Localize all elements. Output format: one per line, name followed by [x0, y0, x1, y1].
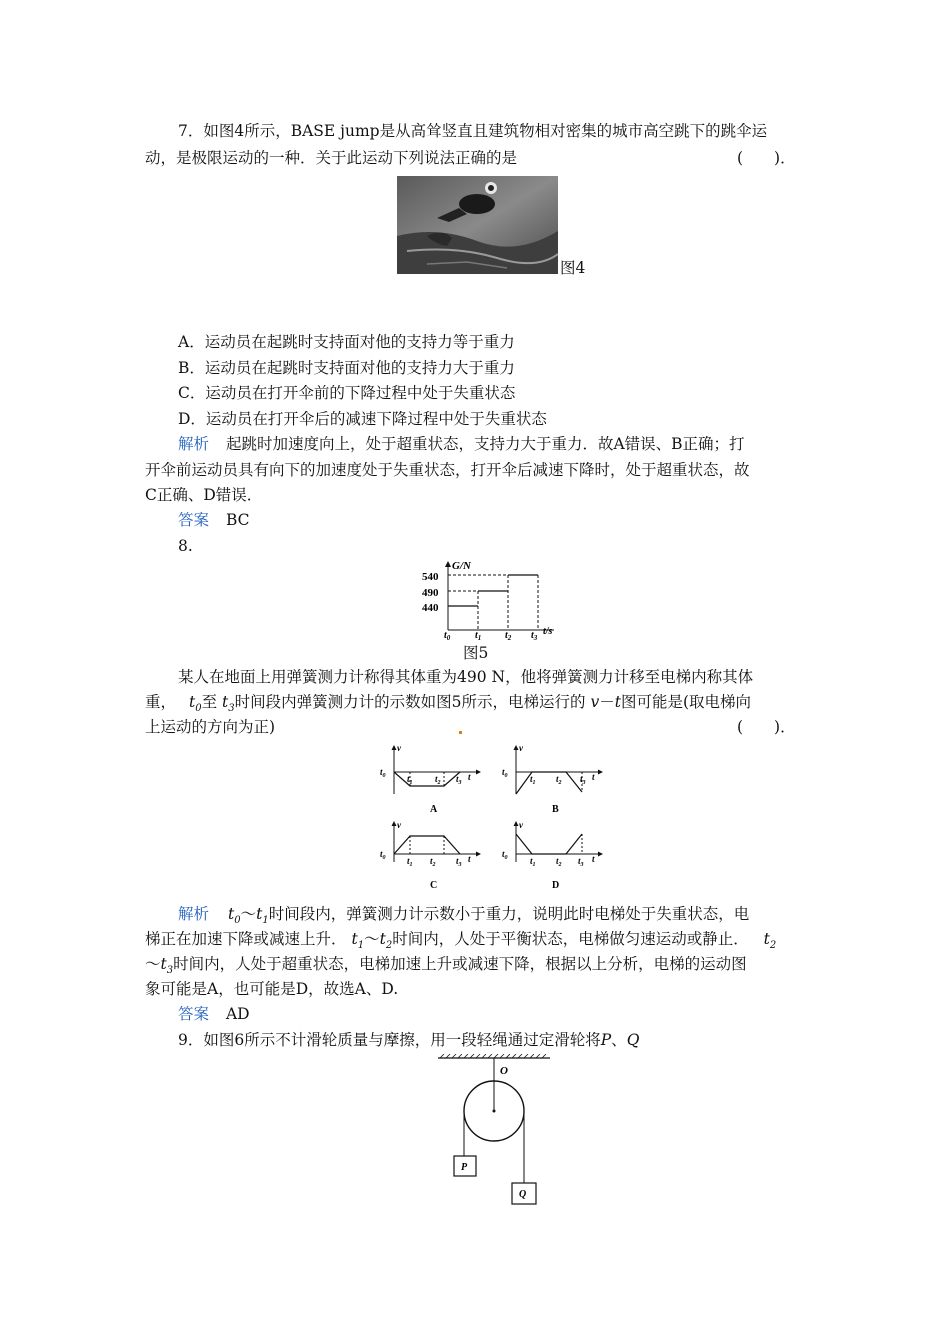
vt-c-label: C	[430, 880, 438, 891]
vt-d-t-label: t	[592, 854, 595, 864]
q8-analysis-line1	[178, 904, 749, 931]
fig5-ylabel: G/N	[452, 560, 471, 572]
q8-text-line1: 某人在地面上用弹簧测力计称得其体重为490 N，他将弹簧测力计移至电梯内称其体	[178, 668, 754, 686]
vt-c-t3: $t_3$	[456, 856, 462, 868]
q8-answer-label: 答案	[178, 1005, 210, 1023]
q9-q: Q	[626, 1031, 640, 1049]
vt-b-t-label: t	[592, 772, 595, 782]
q8-analysis-t0: $t_0$	[227, 905, 241, 927]
q8-text-chong: 重，	[145, 693, 177, 711]
q8-paren: ( )．	[737, 718, 796, 736]
q8-text-line3: 上运动的方向为正)	[145, 718, 276, 736]
vt-graph-b	[502, 743, 602, 815]
vt-a-t2: $t_2$	[435, 774, 441, 786]
q8-text-end: 图可能是(取电梯向	[620, 693, 752, 711]
vt-b-curve	[516, 772, 582, 794]
q7-option-c: C．运动员在打开伞前的下降过程中处于失重状态	[178, 384, 516, 402]
q8-text-v: v	[590, 693, 600, 711]
vt-a-t3: $t_3$	[456, 774, 462, 786]
fig5-chart	[418, 558, 568, 640]
q8-analysis-tilde3: ～	[145, 955, 161, 973]
q9-line1	[178, 1030, 639, 1050]
vt-b-t2: $t_2$	[556, 774, 562, 786]
q8-analysis-t2: $t_2$	[379, 930, 393, 952]
q7-answer-line	[178, 510, 250, 530]
q7-paren: ( )．	[737, 149, 796, 167]
q7-analysis-line3: C正确、D错误．	[145, 486, 263, 504]
vt-a-curve	[394, 772, 460, 786]
q8-answer: AD	[225, 1005, 250, 1023]
q7-line2: 动，是极限运动的一种．关于此运动下列说法正确的是	[145, 149, 518, 167]
q8-analysis-tilde2: ～	[364, 930, 380, 948]
q9-p: P	[600, 1031, 612, 1049]
fig5-ytick-440: 440	[422, 602, 439, 614]
fig5-ytick-490: 490	[422, 587, 439, 599]
q9-text: 9．如图6所示不计滑轮质量与摩擦，用一段轻绳通过定滑轮将	[178, 1031, 601, 1049]
q8-analysis-t1b: $t_1$	[351, 930, 365, 952]
vt-a-t1: $t_1$	[407, 774, 413, 786]
vt-b-label: B	[552, 804, 559, 815]
vt-d-curve	[516, 834, 582, 854]
q8-t0: $t_0$	[188, 693, 202, 715]
q7-analysis-text1: 起跳时加速度向上，处于超重状态，支持力大于重力．故A错误、B正确；打	[225, 435, 745, 453]
q8-text-mid: 时间段内弹簧测力计的示数如图5所示，电梯运行的	[234, 693, 586, 711]
q7-answer-label: 答案	[178, 511, 210, 529]
q8-analysis-t2b: $t_2$	[763, 930, 777, 952]
q8-text-zhi: 至	[201, 693, 218, 711]
vt-a-t0: $t_0$	[380, 767, 386, 779]
fig6-axle	[493, 1110, 496, 1113]
vt-b-t0: $t_0$	[502, 767, 508, 779]
q7-answer: BC	[225, 511, 250, 529]
vt-a-label: A	[430, 804, 438, 815]
base-jump-photo-art	[397, 176, 558, 274]
q7-analysis-line2: 开伞前运动员具有向下的加速度处于失重状态，打开伞后减速下降时，处于超重状态，故	[145, 461, 750, 479]
q8-text-t: t	[614, 693, 621, 711]
fig5-xtick-t1: $t_1$	[475, 630, 482, 640]
vt-c-t-label: t	[468, 854, 471, 864]
q8-t3: $t_3$	[222, 693, 235, 715]
vt-c-v-label: v	[397, 820, 401, 830]
vt-d-t2: $t_2$	[556, 856, 562, 868]
q8-analysis-line2	[145, 929, 776, 956]
vt-d-t0: $t_0$	[502, 849, 508, 861]
vt-c-t2: $t_2$	[430, 856, 436, 868]
vt-d-t3: $t_3$	[578, 856, 584, 868]
fig5-xtick-t2: $t_2$	[505, 630, 512, 640]
q8-answer-line	[178, 1004, 250, 1024]
vt-c-t1: $t_1$	[407, 856, 413, 868]
vt-b-v-label: v	[519, 743, 523, 753]
q8-text-line2	[145, 692, 751, 719]
vt-d-label: D	[552, 880, 560, 891]
vt-a-t-label: t	[468, 772, 471, 782]
fig6-label-p: P	[461, 1162, 468, 1173]
fig5-xunit: t/s	[543, 626, 553, 637]
fig5-xtick-t0: $t_0$	[444, 630, 451, 640]
q8-analysis-tilde1: ～	[240, 905, 257, 923]
q8-analysis-line4: 象可能是A，也可能是D，故选A、D.	[145, 980, 399, 998]
vt-graph-c	[380, 820, 480, 891]
q7-option-b: B．运动员在起跳时支持面对他的支持力大于重力	[178, 359, 515, 377]
q8-analysis-line3	[145, 954, 747, 981]
q8-number: 8.	[178, 537, 193, 555]
q7-analysis-line1	[178, 434, 745, 454]
q8-analysis-t3: $t_3$	[160, 955, 174, 977]
vt-c-t0: $t_0$	[380, 849, 386, 861]
q8-text-dash: －	[599, 693, 615, 711]
fig4-caption: 图4	[560, 259, 586, 277]
vt-d-v-label: v	[519, 820, 523, 830]
q7-analysis-label: 解析	[178, 435, 210, 453]
vt-b-t3: $t_3$	[580, 774, 586, 786]
q8-analysis-text1: 时间段内，弹簧测力计示数小于重力，说明此时电梯处于失重状态，电	[268, 905, 750, 923]
vt-graph-d	[502, 820, 602, 891]
vt-c-curve	[394, 836, 460, 854]
fig6-label-o: O	[500, 1065, 508, 1077]
q7-option-d: D．运动员在打开伞后的减速下降过程中处于失重状态	[178, 410, 547, 428]
q7-line1: 7．如图4所示，BASE jump是从高耸竖直且建筑物相对密集的城市高空跳下的跳伞运	[178, 122, 768, 140]
vt-b-t1: $t_1$	[530, 774, 536, 786]
fig6-pulley-diagram	[430, 1054, 560, 1210]
q8-analysis-text4: 时间内，人处于超重状态，电梯加速上升或减速下降，根据以上分析，电梯的运动图	[173, 955, 747, 973]
vt-a-v-label: v	[397, 743, 401, 753]
vt-graph-a	[380, 743, 480, 815]
fig6-label-q: Q	[519, 1189, 527, 1200]
q8-analysis-text2: 梯正在加速下降或减速上升．	[145, 930, 347, 948]
q8-analysis-t1: $t_1$	[256, 905, 269, 927]
q8-analysis-text3: 时间内，人处于平衡状态，电梯做匀速运动或静止．	[392, 930, 749, 948]
fig5-caption: 图5	[463, 644, 489, 662]
vt-graphs	[380, 742, 620, 894]
vt-d-t1: $t_1$	[530, 856, 536, 868]
q9-sep: 、	[611, 1031, 627, 1049]
fig5-ytick-540: 540	[422, 571, 439, 583]
q7-option-a: A．运动员在起跳时支持面对他的支持力等于重力	[178, 333, 515, 351]
fig5-xtick-t3: $t_3$	[531, 630, 538, 640]
base-jump-photo	[397, 176, 558, 274]
q8-analysis-label: 解析	[178, 905, 210, 923]
stray-dot	[459, 731, 462, 734]
